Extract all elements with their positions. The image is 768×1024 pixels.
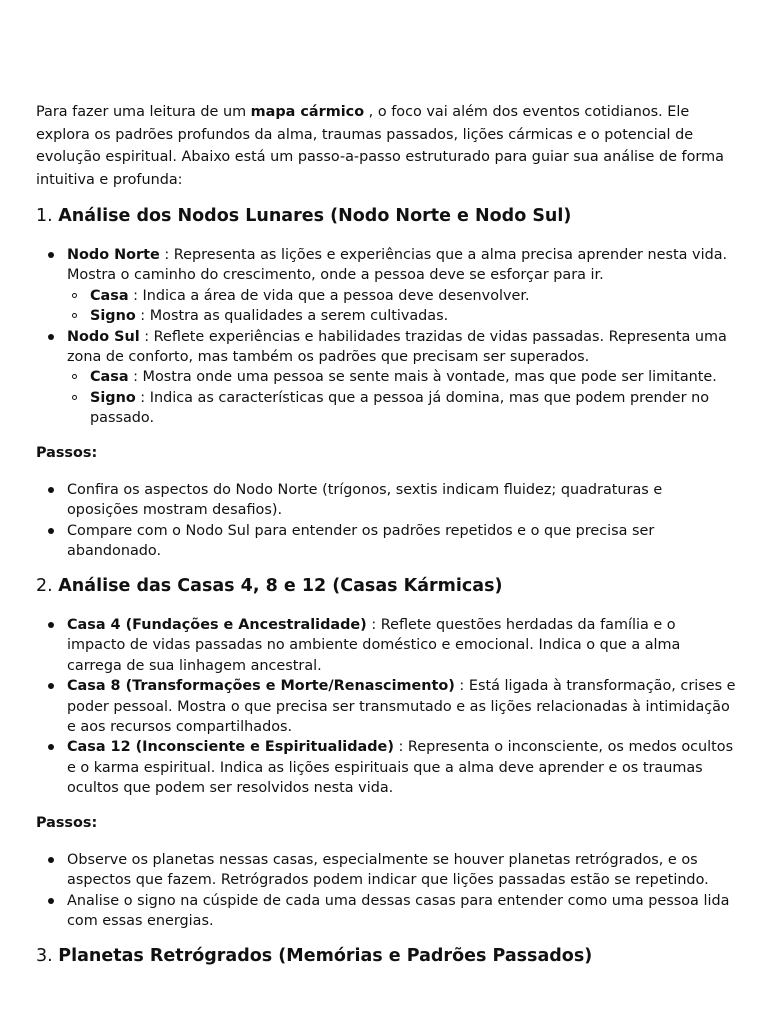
sub-item-casa: [67, 286, 736, 306]
sub-item-text: : Mostra as qualidades a serem cultivadas.: [135, 308, 449, 325]
section-2-title: Análise das Casas 4, 8 e 12 (Casas Kármicas): [58, 576, 503, 596]
list-item-casa-4: [36, 615, 736, 676]
item-label: Casa 8 (Transformações e Morte/Renascimento): [67, 678, 455, 695]
item-label: Casa 4 (Fundações e Ancestralidade): [67, 617, 367, 633]
sub-item-label: Signo: [90, 389, 136, 406]
section-1-steps-label: Passos:: [36, 445, 98, 461]
section-1-title: Análise dos Nodos Lunares (Nodo Norte e Nodo Sul): [58, 206, 572, 226]
item-label: Casa 12 (Inconsciente e Espiritualidade): [67, 739, 394, 756]
intro-paragraph: [36, 101, 736, 191]
sub-item-label: Casa: [90, 369, 129, 386]
step-item: Confira os aspectos do Nodo Norte (trígonos, sextis indicam fluidez; quadraturas e oposições mostram desafios).: [36, 480, 736, 521]
sub-item-signo: [67, 306, 736, 326]
list-item-nodo-sul: [36, 327, 736, 429]
section-1-number: 1.: [36, 206, 59, 226]
sub-item-text: : Indica as características que a pessoa já domina, mas que podem prender no passado.: [90, 389, 710, 427]
section-1-heading: [36, 204, 571, 228]
sub-item-label: Signo: [90, 308, 136, 325]
item-text: : Está ligada à transformação, crises e poder pessoal. Mostra o que precisa ser transmutado e as lições relacionadas à intimidação e aos recursos compartilhados.: [67, 678, 736, 736]
section-2-list: [36, 615, 736, 799]
section-2-steps-list: [36, 850, 736, 932]
section-3-number: 3.: [36, 946, 59, 966]
section-3-heading: [36, 944, 592, 968]
section-2-heading: [36, 574, 503, 598]
step-item: Compare com o Nodo Sul para entender os padrões repetidos e o que precisa ser abandonado.: [36, 521, 736, 562]
item-label: Nodo Norte: [67, 247, 160, 263]
list-item-nodo-norte: [36, 245, 736, 327]
item-text: : Reflete questões herdadas da família e o impacto de vidas passadas no ambiente doméstico e emocional. Indica o que a alma carrega de sua linhagem ancestral.: [67, 617, 681, 674]
intro-bold-term: mapa cármico: [250, 104, 365, 120]
sub-item-label: Casa: [90, 287, 129, 304]
sub-item-text: : Indica a área de vida que a pessoa deve desenvolver.: [128, 287, 530, 304]
section-3-title: Planetas Retrógrados (Memórias e Padrões Passados): [58, 946, 593, 966]
step-item: Observe os planetas nessas casas, especialmente se houver planetas retrógrados, e os aspectos que fazem. Retrógrados podem indicar que lições passadas estão se repetindo.: [36, 850, 736, 891]
item-label: Nodo Sul: [67, 328, 140, 345]
intro-text-before: Para fazer uma leitura de um: [36, 104, 251, 120]
intro-text-after: , o foco vai além dos eventos cotidianos. Ele explora os padrões profundos da alma, traumas passados, lições cármicas e o potencial de evolução espiritual. Abaixo está um passo-a-passo estruturado para guiar sua análise de forma intuitiva e profunda:: [36, 104, 724, 188]
sub-item-signo: [67, 388, 736, 429]
section-1-steps-list: [36, 480, 736, 562]
section-2-steps-label: Passos:: [36, 815, 98, 831]
sub-item-casa: [67, 367, 736, 387]
item-text: : Reflete experiências e habilidades trazidas de vidas passadas. Representa uma zona de conforto, mas também os padrões que precisam ser superados.: [67, 328, 727, 366]
item-text: : Representa as lições e experiências que a alma precisa aprender nesta vida. Mostra o caminho do crescimento, onde a pessoa deve se esforçar para ir.: [67, 247, 728, 284]
list-item-casa-12: [36, 737, 736, 798]
section-1-list: [36, 245, 736, 429]
list-item-casa-8: [36, 676, 736, 737]
item-text: : Representa o inconsciente, os medos ocultos e o karma espiritual. Indica as lições espirituais que a alma deve aprender e os traumas ocultos que podem ser resolvidos nesta vida.: [67, 739, 734, 797]
sub-item-text: : Mostra onde uma pessoa se sente mais à vontade, mas que pode ser limitante.: [128, 369, 717, 386]
section-2-number: 2.: [36, 576, 59, 596]
step-item: Analise o signo na cúspide de cada uma dessas casas para entender como uma pessoa lida com essas energias.: [36, 891, 736, 932]
